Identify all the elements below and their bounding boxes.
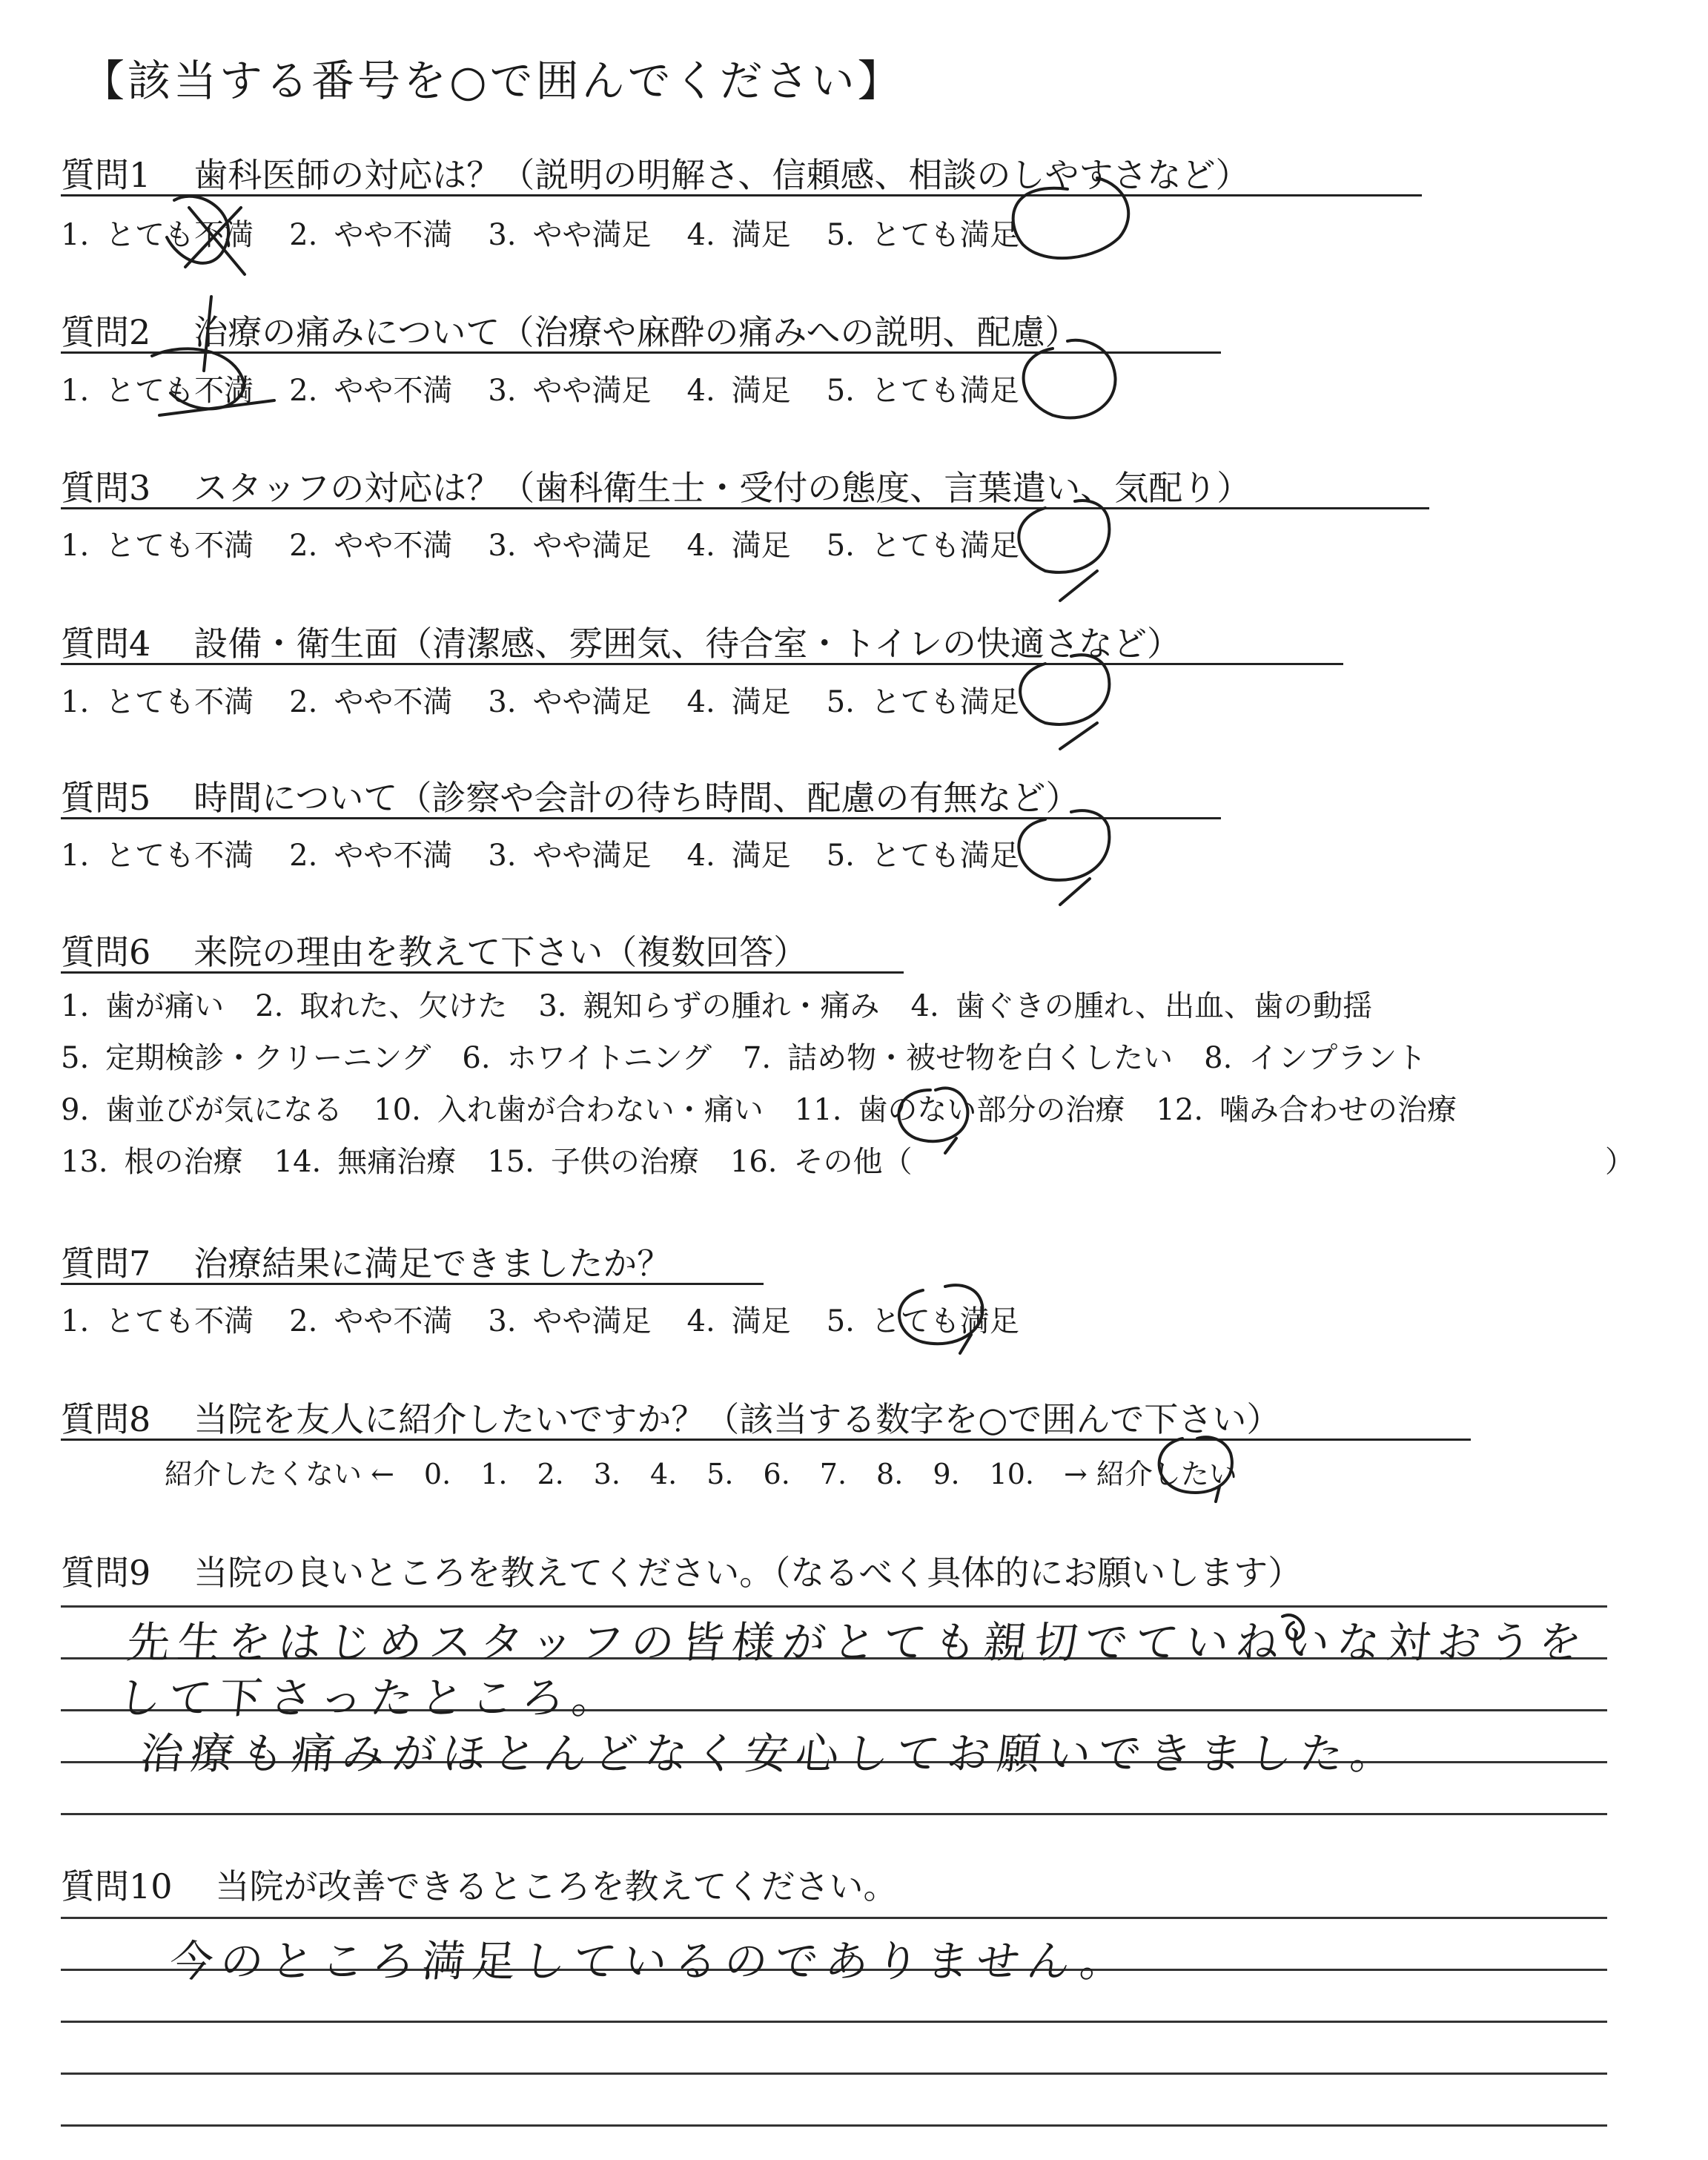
option-number: 11. [794, 1093, 842, 1127]
option[interactable] [274, 1138, 457, 1180]
option-number: 1. [61, 529, 90, 563]
option[interactable] [61, 1298, 254, 1340]
question-number: 質問3 [61, 468, 151, 508]
question-number: 質問2 [61, 312, 151, 352]
question-text: 来院の理由を教えて下さい（複数回答） [193, 932, 808, 972]
option[interactable] [61, 1034, 431, 1077]
question-number: 質問7 [61, 1244, 151, 1284]
option-number: 2. [289, 1304, 318, 1338]
option-label: 噛み合わせの治療 [1219, 1093, 1457, 1127]
question-underline [61, 507, 1429, 509]
option[interactable] [61, 982, 224, 1025]
option[interactable] [827, 678, 1019, 721]
option-label: やや満足 [532, 839, 652, 873]
question-number: 質問9 [61, 1553, 151, 1593]
question-number: 質問6 [61, 932, 151, 972]
option-number: 5. [826, 374, 855, 408]
scale-low-label: 紹介したくない ← [165, 1458, 394, 1490]
scale-value[interactable]: 8. [876, 1458, 904, 1490]
option[interactable] [488, 367, 651, 409]
option[interactable] [289, 1298, 452, 1340]
q6-row-3 [61, 1086, 1488, 1129]
option-number: 3. [488, 529, 517, 563]
option[interactable] [743, 1034, 1173, 1077]
q4-options [61, 678, 1055, 721]
question-underline [61, 971, 904, 974]
question-underline [61, 1439, 1471, 1441]
q2-options [61, 367, 1055, 409]
option-number: 2. [289, 374, 318, 408]
option-number: 5. [826, 685, 855, 719]
question-number: 質問10 [61, 1866, 173, 1906]
question-8 [61, 1393, 1280, 1441]
q8-scale [165, 1451, 1267, 1492]
option-number: 3. [488, 839, 517, 873]
question-number: 質問5 [61, 778, 151, 818]
option-label: とても不満 [105, 839, 254, 873]
option[interactable] [538, 982, 879, 1025]
scale-value[interactable]: 6. [763, 1458, 790, 1490]
option-label: その他（ [793, 1145, 913, 1179]
option[interactable] [61, 1138, 243, 1180]
option[interactable] [61, 367, 254, 409]
form-title: 【該当する番号を○で囲んでください】 [82, 56, 904, 106]
option-label: 取れた、欠けた [299, 989, 508, 1023]
answer-line [61, 2124, 1607, 2127]
q5-options [61, 832, 1055, 874]
option[interactable] [687, 522, 791, 564]
handwritten-answer: して下さったところ。 [115, 1673, 626, 1723]
scale-value[interactable]: 7. [819, 1458, 847, 1490]
option-number: 4. [686, 685, 715, 719]
question-underline [61, 1283, 764, 1285]
option-label: 無痛治療 [337, 1145, 457, 1179]
option-label: 根の治療 [124, 1145, 243, 1179]
option-label: とても不満 [105, 529, 254, 563]
option-number: 3. [488, 1304, 517, 1338]
option-label: 満足 [731, 529, 791, 563]
option[interactable] [687, 367, 791, 409]
option[interactable] [289, 678, 452, 721]
option-number: 5. [61, 1041, 90, 1075]
option-number: 9. [61, 1093, 90, 1127]
option-label: 定期検診・クリーニング [105, 1041, 431, 1075]
option-number: 2. [289, 218, 318, 252]
question-3 [61, 461, 1251, 510]
option[interactable] [374, 1086, 764, 1129]
question-7 [61, 1237, 671, 1286]
question-text: 治療結果に満足できましたか？ [193, 1244, 672, 1284]
option-number: 13. [61, 1145, 108, 1179]
option-number: 4. [686, 218, 715, 252]
question-2 [61, 305, 1079, 354]
option-label: やや不満 [334, 1304, 453, 1338]
question-6 [61, 925, 807, 974]
scale-value[interactable]: 3. [593, 1458, 620, 1490]
option[interactable] [289, 522, 452, 564]
option-number: 4. [686, 529, 715, 563]
option-number: 3. [488, 374, 517, 408]
q6-row-4 [61, 1138, 944, 1180]
answer-line [61, 2073, 1607, 2075]
question-underline [61, 351, 1221, 354]
option-label: 歯のない部分の治療 [858, 1093, 1125, 1127]
option-label: 子供の治療 [550, 1145, 699, 1179]
option-number: 5. [826, 218, 855, 252]
option-number: 4. [686, 839, 715, 873]
question-text: 治療の痛みについて（治療や麻酔の痛みへの説明、配慮） [193, 312, 1079, 352]
option[interactable] [289, 367, 452, 409]
option-label: とても不満 [105, 685, 254, 719]
option-label: 親知らずの腫れ・痛み [583, 989, 880, 1023]
option-number: 4. [686, 1304, 715, 1338]
q6-row-2 [61, 1034, 1457, 1077]
option[interactable] [488, 1298, 651, 1340]
option-label: やや不満 [334, 374, 453, 408]
option-number: 7. [742, 1041, 772, 1075]
option[interactable] [1204, 1034, 1426, 1077]
option[interactable] [730, 1138, 913, 1180]
option[interactable] [827, 1298, 1019, 1340]
option-label: とても満足 [870, 1304, 1019, 1338]
q1-options [61, 211, 1055, 254]
scale-value[interactable]: 1. [480, 1458, 508, 1490]
question-text: 設備・衛生面（清潔感、雰囲気、待合室・トイレの快適さなど） [193, 624, 1181, 664]
option[interactable] [1156, 1086, 1457, 1129]
question-4 [61, 617, 1181, 666]
option[interactable] [61, 522, 254, 564]
option-label: やや満足 [532, 218, 652, 252]
question-9 [61, 1546, 1302, 1595]
question-5 [61, 771, 1079, 820]
option-label: 満足 [731, 685, 791, 719]
q7-options [61, 1298, 1055, 1340]
option-label: やや不満 [334, 839, 453, 873]
question-text: 当院の良いところを教えてください。（なるべく具体的にお願いします） [193, 1553, 1302, 1593]
answer-line [61, 1917, 1607, 1919]
q6-row-1 [61, 982, 1403, 1025]
question-underline [61, 663, 1343, 665]
question-underline [61, 194, 1422, 196]
question-underline [61, 817, 1221, 819]
option[interactable] [488, 211, 651, 254]
option-number: 2. [255, 989, 284, 1023]
question-text: 歯科医師の対応は？（説明の明解さ、信頼感、相談のしやすさなど） [193, 155, 1250, 195]
question-text: 当院を友人に紹介したいですか？（該当する数字を○で囲んで下さい） [193, 1399, 1281, 1439]
scale-value[interactable]: 9. [933, 1458, 960, 1490]
option-label: 満足 [731, 839, 791, 873]
option-label: とても満足 [870, 685, 1019, 719]
answer-line [61, 2021, 1607, 2023]
option-label: とても満足 [870, 529, 1019, 563]
option[interactable] [61, 1086, 342, 1129]
option[interactable] [462, 1034, 712, 1077]
question-text: 当院が改善できるところを教えてください。 [215, 1866, 898, 1906]
option-label: やや満足 [532, 1304, 652, 1338]
option-number: 1. [61, 989, 90, 1023]
option-label: とても満足 [870, 374, 1019, 408]
option-number: 15. [487, 1145, 534, 1179]
option-number: 3. [538, 989, 567, 1023]
handwritten-answer: 治療も痛みがほとんどなく安心してお願いできました。 [137, 1728, 1404, 1779]
question-number: 質問1 [61, 155, 151, 195]
option[interactable] [827, 211, 1019, 254]
option-number: 10. [374, 1093, 421, 1127]
option-number: 3. [488, 685, 517, 719]
scale-value[interactable]: 10. [989, 1458, 1035, 1490]
scale-high-label: → 紹介したい [1064, 1458, 1237, 1490]
option-label: 歯並びが気になる [105, 1093, 343, 1127]
option-number: 2. [289, 685, 318, 719]
option[interactable] [61, 678, 254, 721]
option-number: 12. [1156, 1093, 1204, 1127]
option[interactable] [289, 211, 452, 254]
option-label: 満足 [731, 1304, 791, 1338]
option[interactable] [61, 211, 254, 254]
scale-value[interactable]: 4. [649, 1458, 678, 1490]
option-number: 5. [826, 529, 855, 563]
scale-value[interactable]: 0. [423, 1458, 451, 1490]
option-label: やや満足 [532, 529, 652, 563]
q3-options [61, 522, 1055, 564]
option-number: 6. [462, 1041, 491, 1075]
option-label: やや不満 [334, 685, 453, 719]
option-label: とても満足 [870, 218, 1019, 252]
handwritten-answer: 今のところ満足しているのでありません。 [167, 1936, 1133, 1986]
question-number: 質問4 [61, 624, 151, 664]
option-number: 1. [61, 685, 90, 719]
option-number: 1. [61, 218, 90, 252]
option-label: やや不満 [334, 529, 453, 563]
option-label: 満足 [731, 218, 791, 252]
option-number: 3. [488, 218, 517, 252]
option-label: とても不満 [105, 374, 254, 408]
option-label: 歯ぐきの腫れ、出血、歯の動揺 [955, 989, 1373, 1023]
option-label: 歯が痛い [105, 989, 225, 1023]
option-number: 4. [910, 989, 939, 1023]
option[interactable] [827, 832, 1019, 874]
option-number: 1. [61, 1304, 90, 1338]
question-text: スタッフの対応は？（歯科衛生士・受付の態度、言葉遣い、気配り） [193, 468, 1251, 508]
option-label: やや不満 [334, 218, 453, 252]
question-number: 質問8 [61, 1399, 151, 1439]
option-label: とても不満 [105, 218, 254, 252]
option-number: 2. [289, 839, 318, 873]
option[interactable] [487, 1138, 699, 1180]
handwritten-answer: 先生をはじめスタッフの皆様がとても親切でていねいな対おうを [124, 1617, 1592, 1668]
option-number: 1. [61, 839, 90, 873]
option-label: とても不満 [105, 1304, 254, 1338]
option-label: ホワイトニング [506, 1041, 712, 1075]
option[interactable] [289, 832, 452, 874]
option-label: 満足 [731, 374, 791, 408]
option[interactable] [827, 367, 1019, 409]
option[interactable] [255, 982, 507, 1025]
question-text: 時間について（診察や会計の待ち時間、配慮の有無など） [193, 778, 1080, 818]
option-number: 2. [289, 529, 318, 563]
option-label: 入れ歯が合わない・痛い [437, 1093, 764, 1127]
other-close-paren: ） [1605, 1145, 1635, 1179]
option-label: とても満足 [870, 839, 1019, 873]
option[interactable] [687, 1298, 791, 1340]
option-label: インプラント [1248, 1041, 1427, 1075]
option-label: 詰め物・被せ物を白くしたい [787, 1041, 1174, 1075]
option-number: 14. [274, 1145, 322, 1179]
option[interactable] [795, 1086, 1125, 1129]
option-number: 1. [61, 374, 90, 408]
option-label: やや満足 [532, 374, 652, 408]
option-number: 8. [1204, 1041, 1233, 1075]
question-10 [61, 1860, 898, 1909]
option[interactable] [687, 211, 791, 254]
option[interactable] [488, 522, 651, 564]
option[interactable] [61, 832, 254, 874]
option[interactable] [687, 832, 791, 874]
option-number: 5. [826, 839, 855, 873]
option[interactable] [488, 678, 651, 721]
scale-value[interactable]: 2. [537, 1458, 564, 1490]
option-label: やや満足 [532, 685, 652, 719]
option[interactable] [687, 678, 791, 721]
option-number: 4. [686, 374, 715, 408]
question-1 [61, 148, 1249, 197]
option-number: 5. [826, 1304, 855, 1338]
scale-value[interactable]: 5. [706, 1458, 734, 1490]
option[interactable] [827, 522, 1019, 564]
option-number: 16. [729, 1145, 778, 1179]
option[interactable] [911, 982, 1373, 1025]
option[interactable] [488, 832, 651, 874]
answer-line [61, 1813, 1607, 1815]
